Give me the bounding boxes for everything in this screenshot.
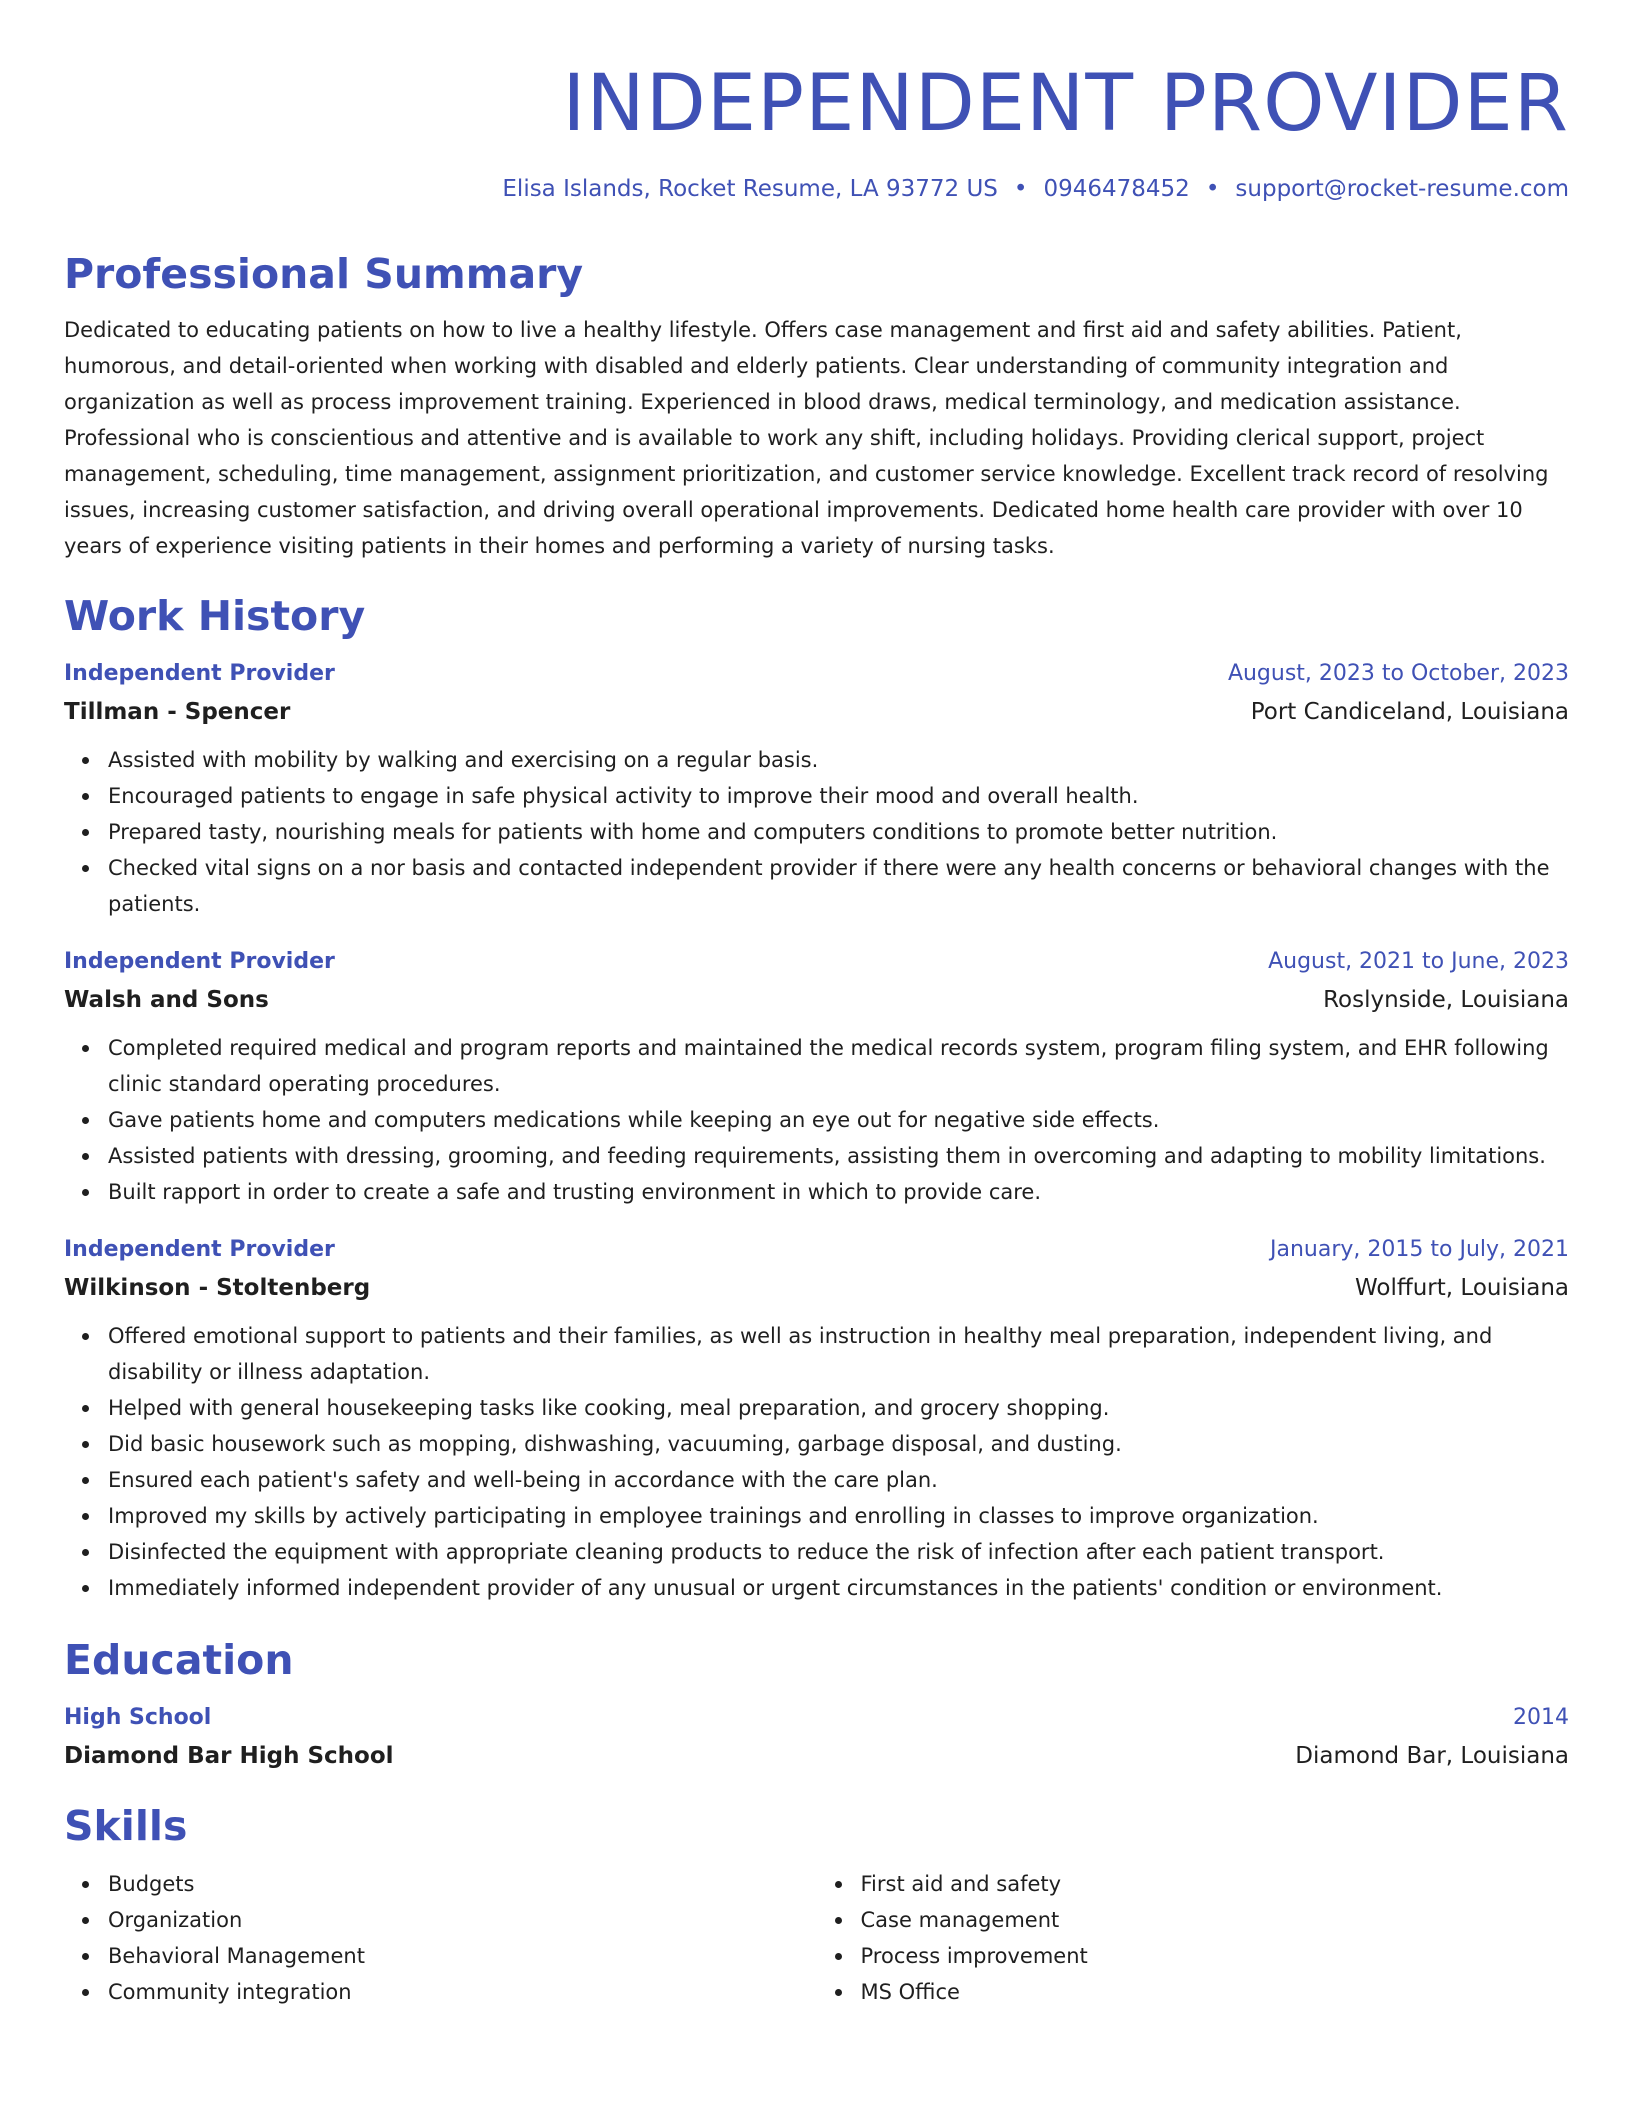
job-bullet: Built rapport in order to create a safe and trusting environment in which to provide care. [108,1174,1569,1210]
skills-heading: Skills [64,1802,188,1850]
education-entry [64,1700,1569,1776]
contact-email[interactable]: support@rocket-resume.com [1235,176,1569,202]
job-bullet: Improved my skills by actively participating in employee trainings and enrolling in classes to improve organization. [108,1498,1569,1534]
contact-separator: • [1013,176,1028,202]
contact-address: Elisa Islands, Rocket Resume, LA 93772 US [502,176,998,202]
job-location: Port Candiceland, Louisiana [1250,699,1569,725]
job-bullet: Did basic housework such as mopping, dishwashing, vacuuming, garbage disposal, and dusting. [108,1426,1569,1462]
summary-text: Dedicated to educating patients on how to live a healthy lifestyle. Offers case management and first aid and safety abilities. Patient, humorous, and detail-oriented when working with disabled and elderly patients. Clear understanding of community integration and organization as well as process improvement training. Experienced in blood draws, medical terminology, and medication assistance. Professional who is conscientious and attentive and is available to work any shift, including holidays. Providing clerical support, project management, scheduling, time management, assignment prioritization, and customer service knowledge. Excellent track record of resolving issues, increasing customer satisfaction, and driving overall operational improvements. Dedicated home health care provider with over 10 years of experience visiting patients in their homes and performing a variety of nursing tasks. [64,318,1549,558]
job-bullet: Immediately informed independent provider of any unusual or urgent circumstances in the patients' condition or environment. [108,1570,1569,1606]
job-dates: January, 2015 to July, 2021 [1270,1237,1569,1262]
job-bullet: Offered emotional support to patients and their families, as well as instruction in healthy meal preparation, independent living, and disability or illness adaptation. [108,1318,1569,1390]
job-bullet: Gave patients home and computers medications while keeping an eye out for negative side effects. [108,1102,1569,1138]
job-entry [64,944,1569,1210]
skills-column-left [64,1866,817,2010]
skill-item: Process improvement [861,1938,1570,1974]
job-bullet: Assisted patients with dressing, grooming, and feeding requirements, assisting them in overcoming and adapting to mobility limitations. [108,1138,1569,1174]
education-heading: Education [64,1636,294,1684]
job-company: Wilkinson - Stoltenberg [64,1275,371,1301]
education-degree: High School [64,1705,212,1730]
contact-line [64,172,1569,206]
job-dates: August, 2023 to October, 2023 [1227,661,1569,686]
job-bullets [64,1030,1569,1210]
work-history-heading: Work History [64,592,366,640]
job-bullet: Prepared tasty, nourishing meals for patients with home and computers conditions to promote better nutrition. [108,814,1569,850]
job-location: Wolffurt, Louisiana [1355,1275,1569,1301]
education-school: Diamond Bar High School [64,1743,394,1769]
job-bullet: Ensured each patient's safety and well-being in accordance with the care plan. [108,1462,1569,1498]
job-location: Roslynside, Louisiana [1323,987,1569,1013]
skills-list [64,1866,1569,2010]
education-year: 2014 [1513,1705,1569,1730]
job-bullet: Completed required medical and program reports and maintained the medical records system, program filing system, and EHR following clinic standard operating procedures. [108,1030,1569,1102]
job-bullet: Checked vital signs on a nor basis and contacted independent provider if there were any health concerns or behavioral changes with the patients. [108,850,1569,922]
summary-heading: Professional Summary [64,250,584,298]
skill-item: Organization [108,1902,817,1938]
skills-column-right [817,1866,1570,2010]
job-bullets [64,742,1569,922]
skill-item: Behavioral Management [108,1938,817,1974]
job-company: Walsh and Sons [64,987,269,1013]
candidate-name: INDEPENDENT PROVIDER [562,59,1569,149]
job-dates: August, 2021 to June, 2023 [1268,949,1569,974]
skill-item: Budgets [108,1866,817,1902]
job-bullet: Helped with general housekeeping tasks like cooking, meal preparation, and grocery shopping. [108,1390,1569,1426]
contact-separator: • [1205,176,1220,202]
job-company: Tillman - Spencer [64,699,291,725]
job-entry [64,1232,1569,1606]
skill-item: First aid and safety [861,1866,1570,1902]
contact-phone[interactable]: 0946478452 [1043,176,1190,202]
skill-item: Community integration [108,1974,817,2010]
skill-item: Case management [861,1902,1570,1938]
job-title: Independent Provider [64,949,335,974]
education-location: Diamond Bar, Louisiana [1295,1743,1569,1769]
job-title: Independent Provider [64,661,335,686]
job-entry [64,656,1569,922]
job-bullet: Assisted with mobility by walking and exercising on a regular basis. [108,742,1569,778]
job-bullet: Encouraged patients to engage in safe physical activity to improve their mood and overall health. [108,778,1569,814]
job-bullet: Disinfected the equipment with appropriate cleaning products to reduce the risk of infection after each patient transport. [108,1534,1569,1570]
job-bullets [64,1318,1569,1606]
skill-item: MS Office [861,1974,1570,2010]
job-title: Independent Provider [64,1237,335,1262]
